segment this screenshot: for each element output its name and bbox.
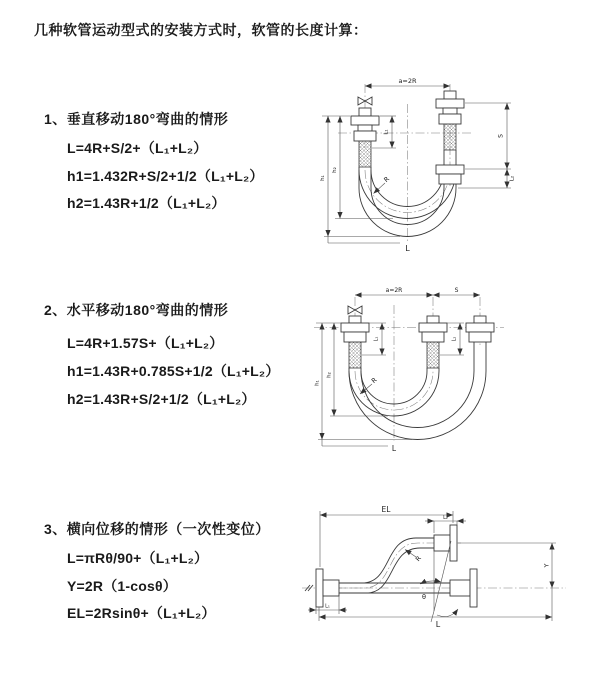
formula-line: L=πRθ/90+（L₁+L₂） — [67, 550, 209, 566]
right-fitting-pos1 — [436, 91, 464, 124]
left-fitting — [341, 316, 369, 342]
dim-label-a2r: a=2R — [385, 287, 403, 294]
dim-label-l2: L₂ — [443, 515, 448, 521]
dim-label-h1: h₁ — [320, 175, 326, 181]
dim-label-l: L — [405, 244, 410, 253]
dim-label-r: R — [413, 554, 423, 564]
right-flange-displaced — [434, 525, 457, 561]
dim-label-s: S — [454, 287, 459, 294]
diagram-vertical-movement — [308, 70, 578, 258]
dim-label-l1: L₁ — [325, 603, 330, 610]
formula-line: EL=2Rsinθ+（L₁+L₂） — [67, 605, 216, 621]
dim-label-s: S — [497, 134, 505, 138]
dimension-lines — [322, 86, 511, 243]
dim-label-h2: h₂ — [326, 372, 333, 378]
hose-s-curve — [339, 538, 450, 593]
braid-section — [427, 342, 439, 368]
formula-line: h1=1.43R+0.785S+1/2（L₁+L₂） — [67, 363, 280, 379]
dim-label-l: L — [435, 620, 441, 629]
dimension-lines — [316, 295, 480, 446]
formula-line: h1=1.432R+S/2+1/2（L₁+L₂） — [67, 168, 264, 184]
diagram-lateral-displacement — [298, 503, 598, 643]
formula-line: L=4R+1.57S+（L₁+L₂） — [67, 335, 224, 351]
dim-label-r: R — [369, 375, 379, 385]
left-fitting — [351, 108, 379, 141]
right-flange-original — [450, 569, 477, 607]
formula-line: L=4R+S/2+（L₁+L₂） — [67, 140, 208, 156]
dim-label-r: R — [382, 174, 392, 184]
dim-label-theta: θ — [422, 593, 426, 601]
formula-line: h2=1.43R+S/2+1/2（L₁+L₂） — [67, 391, 256, 407]
page-title: 几种软管运动型式的安装方式时，软管的长度计算： — [34, 22, 368, 38]
dim-label-l1: L₁ — [383, 129, 390, 135]
dim-label-l1: L₁ — [373, 336, 380, 342]
right-fitting-pos2 — [466, 316, 494, 342]
dimension-lines — [308, 511, 556, 621]
right-fitting-pos2 — [436, 165, 464, 184]
dim-label-h2: h₂ — [332, 167, 338, 173]
section-3-heading: 3、横向位移的情形（一次性变位） — [44, 521, 270, 537]
hose-u-curve — [349, 342, 486, 440]
section-1-heading: 1、垂直移动180°弯曲的情形 — [44, 111, 229, 127]
dim-label-el: EL — [381, 505, 391, 514]
braid-section — [359, 141, 371, 167]
middle-fitting-pos1 — [419, 316, 447, 342]
dim-label-l: L — [391, 444, 397, 453]
braid-section — [349, 342, 361, 368]
braid-section — [444, 124, 456, 150]
dim-label-l2: L₂ — [451, 336, 458, 342]
diagram-horizontal-movement — [308, 283, 593, 455]
dim-label-a2r: a=2R — [398, 77, 417, 85]
dim-label-l2: L₂ — [509, 175, 516, 182]
formula-line: Y=2R（1-cosθ） — [67, 578, 177, 594]
section-2-heading: 2、水平移动180°弯曲的情形 — [44, 302, 229, 318]
formula-line: h2=1.43R+1/2（L₁+L₂） — [67, 195, 226, 211]
dim-label-h1: h₁ — [314, 380, 321, 386]
left-flange — [316, 569, 339, 607]
dim-label-y: Y — [542, 563, 551, 568]
